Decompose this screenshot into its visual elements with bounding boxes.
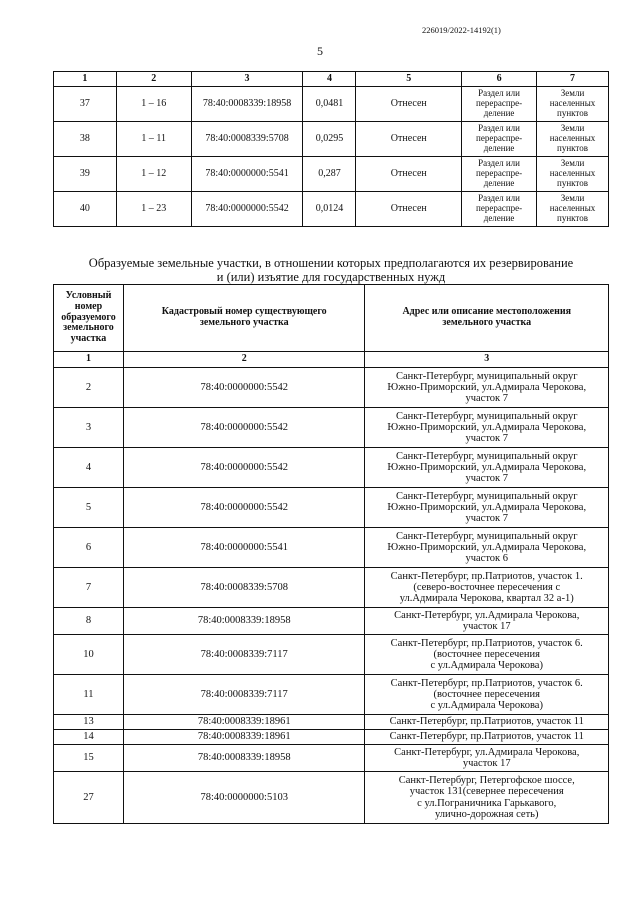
table-cell: 10	[54, 635, 124, 675]
table-cell: 78:40:0000000:5542	[123, 488, 365, 528]
table-row	[54, 122, 609, 157]
table1-header-cell: 6	[462, 72, 537, 87]
table-cell: 78:40:0000000:5542	[123, 408, 365, 448]
table1-header-cell: 5	[356, 72, 462, 87]
table-cell: 78:40:0008339:18958	[191, 87, 303, 122]
table-row	[54, 745, 609, 772]
table-row	[54, 730, 609, 745]
table-cell: Санкт-Петербург, пр.Патриотов, участок 1. (северо-восточнее пересечения с ул.Адмирала Черокова, квартал 32 а-1)	[365, 568, 609, 608]
table-cell: 1 – 11	[116, 122, 191, 157]
table-cell: 0,287	[303, 157, 356, 192]
table-row	[54, 157, 609, 192]
section-title: Образуемые земельные участки, в отношении которых предполагаются их резервирование и (или) изъятие для государственных нужд	[88, 256, 574, 284]
table-cell: 3	[54, 408, 124, 448]
table-cell: 78:40:0008339:5708	[191, 122, 303, 157]
table-cell: Санкт-Петербург, пр.Патриотов, участок 6. (восточнее пересечения с ул.Адмирала Черокова)	[365, 675, 609, 715]
table-cell: Санкт-Петербург, пр.Патриотов, участок 11	[365, 730, 609, 745]
table2-header-cell: Условный номер образуемого земельного участка	[54, 285, 124, 352]
table-cell: Санкт-Петербург, муниципальный округ Южно-Приморский, ул.Адмирала Черокова, участок 7	[365, 368, 609, 408]
table-cell: 78:40:0000000:5541	[191, 157, 303, 192]
table-row	[54, 87, 609, 122]
table1-header-cell: 2	[116, 72, 191, 87]
table-cell: Санкт-Петербург, пр.Патриотов, участок 11	[365, 715, 609, 730]
table-cell: 4	[54, 448, 124, 488]
table1-header-row	[54, 72, 609, 87]
table-cell: 0,0481	[303, 87, 356, 122]
table2-header-cell: Адрес или описание местоположения земельного участка	[365, 285, 609, 352]
table-cell: 78:40:0008339:7117	[123, 675, 365, 715]
table-cell: Раздел или перераспре- деление	[462, 122, 537, 157]
table-cell: 7	[54, 568, 124, 608]
table-row	[54, 448, 609, 488]
table-cell: Земли населенных пунктов	[537, 157, 609, 192]
table-cell: 39	[54, 157, 117, 192]
table-row	[54, 772, 609, 824]
table2-numbering-cell: 2	[123, 352, 365, 368]
table-cell: 1 – 16	[116, 87, 191, 122]
table-cell: Раздел или перераспре- деление	[462, 157, 537, 192]
table-cell: Санкт-Петербург, муниципальный округ Южно-Приморский, ул.Адмирала Черокова, участок 6	[365, 528, 609, 568]
table-cell: 40	[54, 192, 117, 227]
table-cell: 1 – 23	[116, 192, 191, 227]
table-row	[54, 528, 609, 568]
table-cell: 13	[54, 715, 124, 730]
table-cell: Земли населенных пунктов	[537, 122, 609, 157]
table-row	[54, 568, 609, 608]
table-cell: Санкт-Петербург, ул.Адмирала Черокова, участок 17	[365, 745, 609, 772]
table-row	[54, 675, 609, 715]
table-cell: 78:40:0008339:18961	[123, 715, 365, 730]
table-cell: 1 – 12	[116, 157, 191, 192]
table1-header-cell: 3	[191, 72, 303, 87]
table2-numbering-cell: 1	[54, 352, 124, 368]
table-cell: 78:40:0008339:18958	[123, 745, 365, 772]
table-row	[54, 488, 609, 528]
reserved-plots-table	[53, 284, 609, 824]
table2-numbering-cell: 3	[365, 352, 609, 368]
table-cell: 78:40:0008339:18961	[123, 730, 365, 745]
table-cell: 78:40:0008339:18958	[123, 608, 365, 635]
table-row	[54, 192, 609, 227]
table1-header-cell: 1	[54, 72, 117, 87]
table-cell: Отнесен	[356, 87, 462, 122]
table-cell: 78:40:0008339:5708	[123, 568, 365, 608]
land-plots-table	[53, 71, 609, 227]
table-cell: Санкт-Петербург, Петергофское шоссе, участок 131(севернее пересечения с ул.Пограничника Гарькавого, улично-дорожная сеть)	[365, 772, 609, 824]
table-cell: 27	[54, 772, 124, 824]
table-cell: 38	[54, 122, 117, 157]
table2-header-cell: Кадастровый номер существующего земельного участка	[123, 285, 365, 352]
table-cell: Раздел или перераспре- деление	[462, 87, 537, 122]
table-cell: 15	[54, 745, 124, 772]
table-cell: 11	[54, 675, 124, 715]
table-cell: Отнесен	[356, 157, 462, 192]
table-row	[54, 408, 609, 448]
table-cell: 78:40:0000000:5103	[123, 772, 365, 824]
table-cell: Санкт-Петербург, муниципальный округ Южно-Приморский, ул.Адмирала Черокова, участок 7	[365, 408, 609, 448]
table1-header-cell: 4	[303, 72, 356, 87]
table-cell: 78:40:0000000:5542	[123, 448, 365, 488]
table-cell: 37	[54, 87, 117, 122]
table-cell: 78:40:0008339:7117	[123, 635, 365, 675]
document-number: 226019/2022-14192(1)	[422, 25, 501, 35]
table-cell: 0,0295	[303, 122, 356, 157]
table-cell: Санкт-Петербург, ул.Адмирала Черокова, участок 17	[365, 608, 609, 635]
table-cell: 78:40:0000000:5542	[191, 192, 303, 227]
table-row	[54, 608, 609, 635]
table-row	[54, 368, 609, 408]
table-cell: 78:40:0000000:5542	[123, 368, 365, 408]
table-row	[54, 635, 609, 675]
table-cell: Отнесен	[356, 192, 462, 227]
table-cell: 0,0124	[303, 192, 356, 227]
table-row	[54, 715, 609, 730]
table-cell: 8	[54, 608, 124, 635]
table1-header-cell: 7	[537, 72, 609, 87]
table-cell: Санкт-Петербург, муниципальный округ Южно-Приморский, ул.Адмирала Черокова, участок 7	[365, 488, 609, 528]
table-cell: 14	[54, 730, 124, 745]
table-cell: Санкт-Петербург, пр.Патриотов, участок 6. (восточнее пересечения с ул.Адмирала Черокова)	[365, 635, 609, 675]
table-cell: 5	[54, 488, 124, 528]
table-cell: 78:40:0000000:5541	[123, 528, 365, 568]
table-cell: 6	[54, 528, 124, 568]
table-cell: Раздел или перераспре- деление	[462, 192, 537, 227]
table-cell: Санкт-Петербург, муниципальный округ Южно-Приморский, ул.Адмирала Черокова, участок 7	[365, 448, 609, 488]
table2-header-row	[54, 285, 609, 352]
table2-numbering-row	[54, 352, 609, 368]
table-cell: 2	[54, 368, 124, 408]
table-cell: Отнесен	[356, 122, 462, 157]
table-cell: Земли населенных пунктов	[537, 192, 609, 227]
table-cell: Земли населенных пунктов	[537, 87, 609, 122]
page-number: 5	[317, 44, 323, 58]
